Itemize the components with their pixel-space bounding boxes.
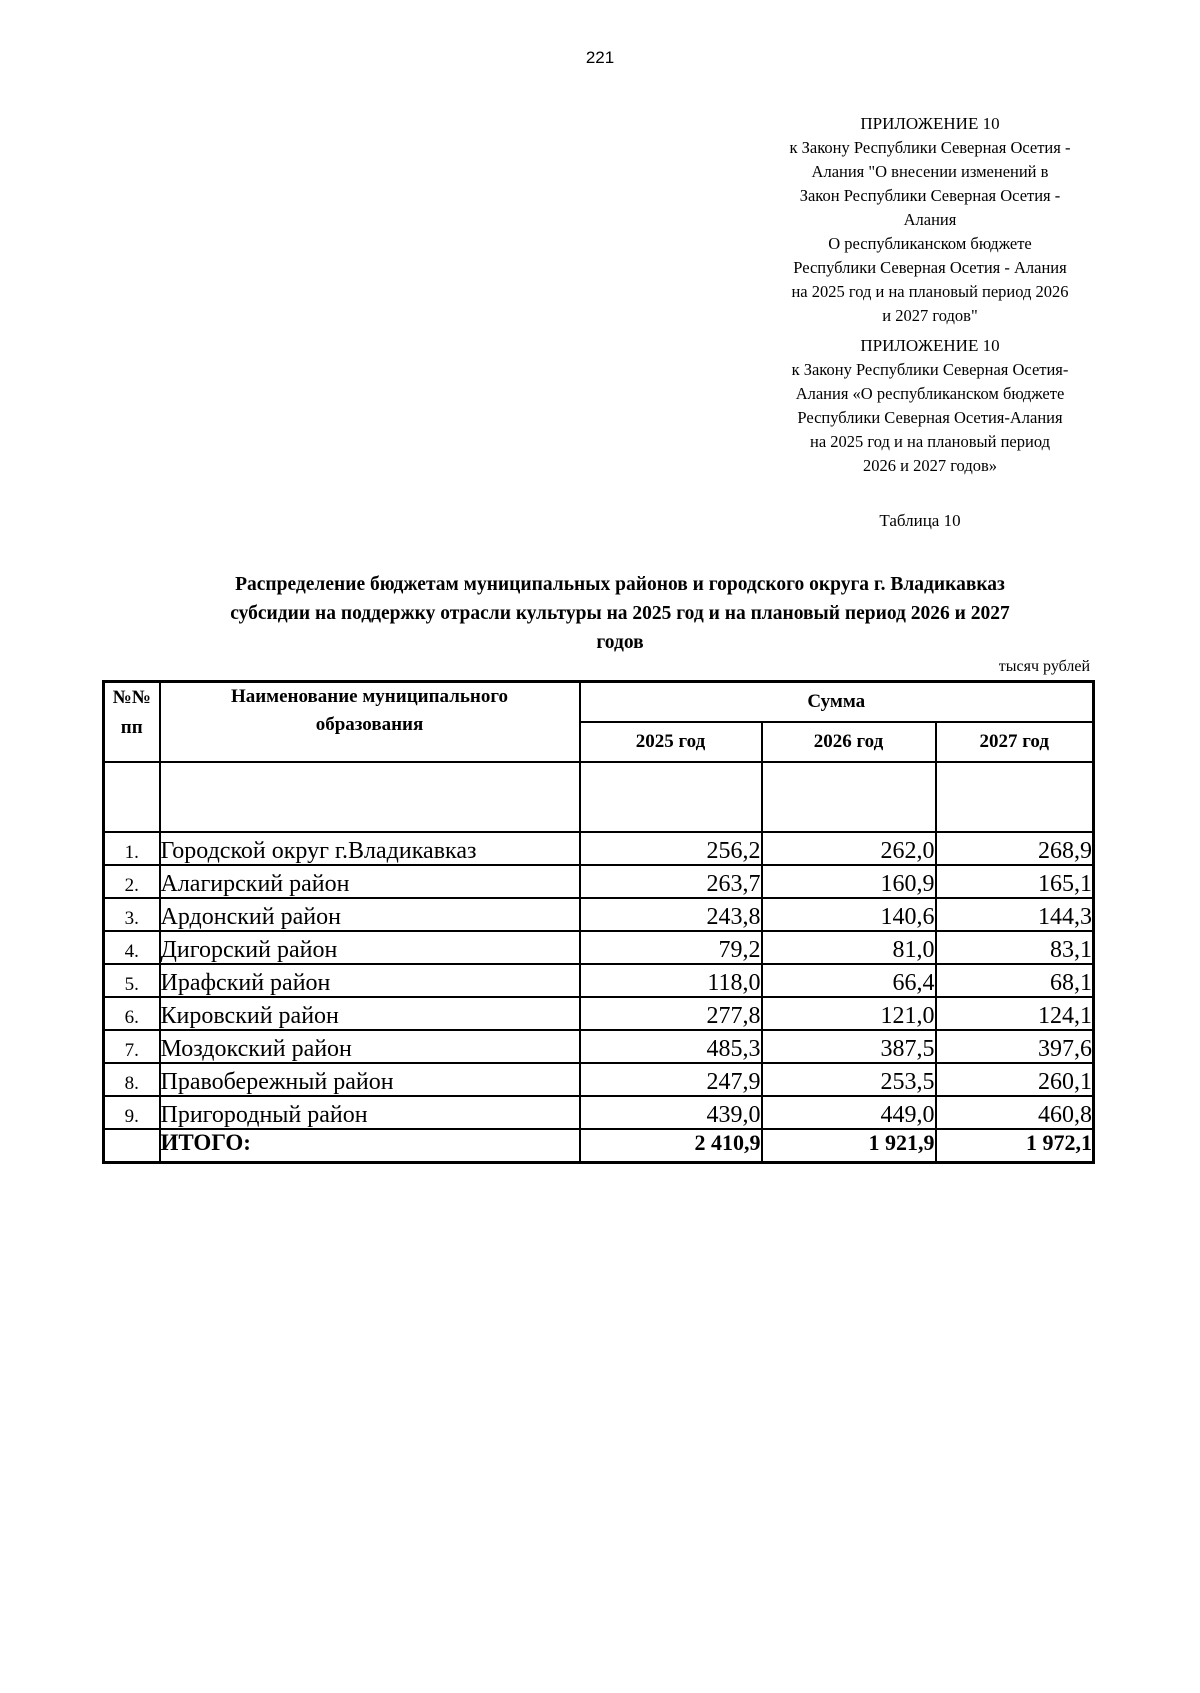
- row-number: 3.: [104, 898, 160, 931]
- row-value-2025: 118,0: [580, 964, 762, 997]
- subsidy-table: [102, 680, 1095, 1164]
- table-row: [104, 1096, 1094, 1129]
- total-number-cell: [104, 1129, 160, 1163]
- appendix-amendment-line: Республики Северная Осетия - Алания: [793, 258, 1067, 277]
- document-title-line: Распределение бюджетам муниципальных районов и городского округа г. Владикавказ: [235, 574, 1005, 595]
- appendix-original-line: на 2025 год и на плановый период: [810, 432, 1050, 451]
- appendix-original-title: ПРИЛОЖЕНИЕ 10: [860, 336, 1000, 355]
- row-value-2026: 121,0: [762, 997, 936, 1030]
- row-number: 6.: [104, 997, 160, 1030]
- row-value-2027: 124,1: [936, 997, 1094, 1030]
- appendix-original-line: Алания «О республиканском бюджете: [795, 384, 1065, 403]
- appendix-original-line: к Закону Республики Северная Осетия-: [791, 360, 1069, 379]
- row-value-2025: 439,0: [580, 1096, 762, 1129]
- table-label: Таблица 10: [879, 511, 961, 530]
- row-name: Кировский район: [160, 997, 580, 1030]
- table-row: [104, 832, 1094, 865]
- table-row: [104, 931, 1094, 964]
- row-value-2026: 253,5: [762, 1063, 936, 1096]
- row-value-2026: 81,0: [762, 931, 936, 964]
- row-number: 9.: [104, 1096, 160, 1129]
- appendix-amendment-line: и 2027 годов": [882, 306, 978, 325]
- row-value-2027: 144,3: [936, 898, 1094, 931]
- header-year-2026: 2026 год: [762, 722, 936, 762]
- document-title: [140, 570, 1100, 657]
- row-number: 4.: [104, 931, 160, 964]
- row-value-2026: 160,9: [762, 865, 936, 898]
- row-value-2025: 256,2: [580, 832, 762, 865]
- row-value-2026: 66,4: [762, 964, 936, 997]
- appendix-original-block: [760, 334, 1100, 478]
- appendix-amendment-line: к Закону Республики Северная Осетия -: [789, 138, 1071, 157]
- appendix-amendment-title: ПРИЛОЖЕНИЕ 10: [860, 114, 1000, 133]
- page-number: 221: [585, 48, 615, 67]
- row-name: Алагирский район: [160, 865, 580, 898]
- appendix-original-line: 2026 и 2027 годов»: [862, 456, 998, 475]
- appendix-amendment-line: Алания "О внесении изменений в: [811, 162, 1049, 181]
- row-value-2027: 460,8: [936, 1096, 1094, 1129]
- row-name: Ардонский район: [160, 898, 580, 931]
- row-value-2027: 165,1: [936, 865, 1094, 898]
- header-year-2027: 2027 год: [936, 722, 1094, 762]
- row-value-2026: 262,0: [762, 832, 936, 865]
- appendix-amendment-line: на 2025 год и на плановый период 2026: [791, 282, 1069, 301]
- appendix-amendment-block: [760, 112, 1100, 328]
- appendix-amendment-line: Закон Республики Северная Осетия -: [799, 186, 1061, 205]
- table-header-row: [104, 682, 1094, 723]
- row-value-2025: 485,3: [580, 1030, 762, 1063]
- header-sum: Сумма: [580, 682, 1094, 723]
- row-value-2025: 243,8: [580, 898, 762, 931]
- row-name: Пригородный район: [160, 1096, 580, 1129]
- header-number-line1: №№: [112, 687, 151, 708]
- row-value-2027: 397,6: [936, 1030, 1094, 1063]
- header-number-line2: пп: [120, 717, 143, 738]
- table-row: [104, 865, 1094, 898]
- row-value-2026: 449,0: [762, 1096, 936, 1129]
- row-name: Дигорский район: [160, 931, 580, 964]
- total-value-2026: 1 921,9: [762, 1129, 936, 1163]
- row-value-2025: 277,8: [580, 997, 762, 1030]
- header-number: [104, 682, 160, 763]
- table-row: [104, 1063, 1094, 1096]
- row-value-2025: 79,2: [580, 931, 762, 964]
- header-name-line2: образования: [315, 714, 424, 735]
- row-number: 5.: [104, 964, 160, 997]
- appendix-original-line: Республики Северная Осетия-Алания: [797, 408, 1063, 427]
- row-value-2027: 68,1: [936, 964, 1094, 997]
- header-name: [160, 682, 580, 763]
- total-value-2027: 1 972,1: [936, 1129, 1094, 1163]
- row-number: 7.: [104, 1030, 160, 1063]
- table-total-row: [104, 1129, 1094, 1163]
- table-row: [104, 964, 1094, 997]
- row-value-2026: 140,6: [762, 898, 936, 931]
- units-label: тысяч рублей: [998, 658, 1090, 675]
- appendix-amendment-line: О республиканском бюджете: [828, 234, 1032, 253]
- row-name: Правобережный район: [160, 1063, 580, 1096]
- row-value-2025: 247,9: [580, 1063, 762, 1096]
- row-number: 2.: [104, 865, 160, 898]
- table-row: [104, 898, 1094, 931]
- document-title-line: годов: [596, 632, 644, 653]
- appendix-amendment-line: Алания: [903, 210, 957, 229]
- table-spacer-row: [104, 762, 1094, 832]
- row-number: 8.: [104, 1063, 160, 1096]
- table-row: [104, 1030, 1094, 1063]
- header-year-2025: 2025 год: [580, 722, 762, 762]
- appendix-amendment-text: [760, 136, 1100, 328]
- row-number: 1.: [104, 832, 160, 865]
- total-label: ИТОГО:: [160, 1129, 580, 1163]
- row-name: Городской округ г.Владикавказ: [160, 832, 580, 865]
- row-name: Моздокский район: [160, 1030, 580, 1063]
- total-value-2025: 2 410,9: [580, 1129, 762, 1163]
- row-value-2026: 387,5: [762, 1030, 936, 1063]
- table-row: [104, 997, 1094, 1030]
- header-name-line1: Наименование муниципального: [230, 686, 509, 707]
- row-value-2027: 268,9: [936, 832, 1094, 865]
- row-value-2025: 263,7: [580, 865, 762, 898]
- row-name: Ирафский район: [160, 964, 580, 997]
- row-value-2027: 83,1: [936, 931, 1094, 964]
- row-value-2027: 260,1: [936, 1063, 1094, 1096]
- document-title-line: субсидии на поддержку отрасли культуры на 2025 год и на плановый период 2026 и 2027: [230, 603, 1010, 624]
- appendix-original-text: [760, 358, 1100, 478]
